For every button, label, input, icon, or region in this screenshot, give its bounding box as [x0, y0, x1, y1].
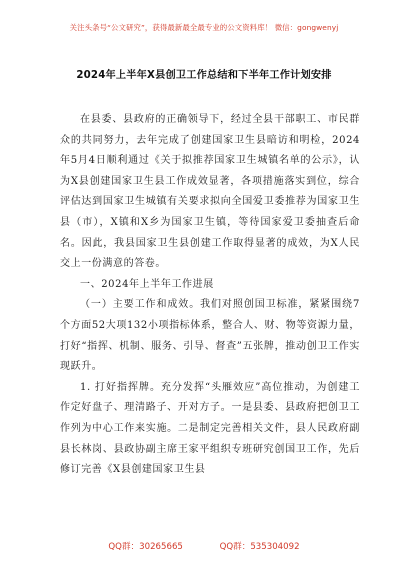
qq-group-footer [0, 540, 408, 552]
item-paragraph: 1. 打好指挥牌。充分发挥“头雁效应”高位推动，为创建工作定好盘子、理清路子、开对方子。一是县委、县政府把创卫工作列为中心工作来实施。二是制定完善相关文件，县人民政府副县长林岗、县政协副主席王家平组织专班研究创国卫工作，先后修订完善《X县创建国家卫生县 [60, 381, 360, 476]
subsection-paragraph: （一）主要工作和成效。我们对照创国卫标准，紧紧围绕7个方面52大项132小项指标体系，整合人、财、物等资源力量，打好“指挥、机制、服务、引导、督查”五张牌，推动创卫工作实现跃升。 [60, 299, 360, 373]
document-title: 2024年上半年X县创卫工作总结和下半年工作计划安排 [76, 70, 332, 81]
document-body [60, 110, 360, 481]
qq-group-2: QQ群：535304092 [219, 542, 300, 552]
intro-paragraph: 在县委、县政府的正确领导下，经过全县干部职工、市民群众的共同努力，去年完成了创建国家卫生县暗访和明检，2024年5月4日顺利通过《关于拟推荐国家卫生城镇名单的公示》，认为X县创建国家卫生县工作成效显著，各项措施落实到位，综合评估达到国家卫生城镇有关要求拟向全国爱卫委推荐为国家卫生县（市），X镇和X乡为国家卫生镇，等待国家爱卫委抽查后命名。因此，我县国家卫生县创建工作取得显著的成效，为X人民交上一份满意的答卷。 [60, 114, 360, 270]
qq-group-1: QQ群：30265665 [108, 542, 183, 552]
section-heading: 一、2024年上半年工作进展 [80, 278, 214, 290]
promo-banner: 关注头条号“公文研究”，获得最新最全最专业的公文资料库！ 微信：gongwenyj [69, 23, 339, 32]
